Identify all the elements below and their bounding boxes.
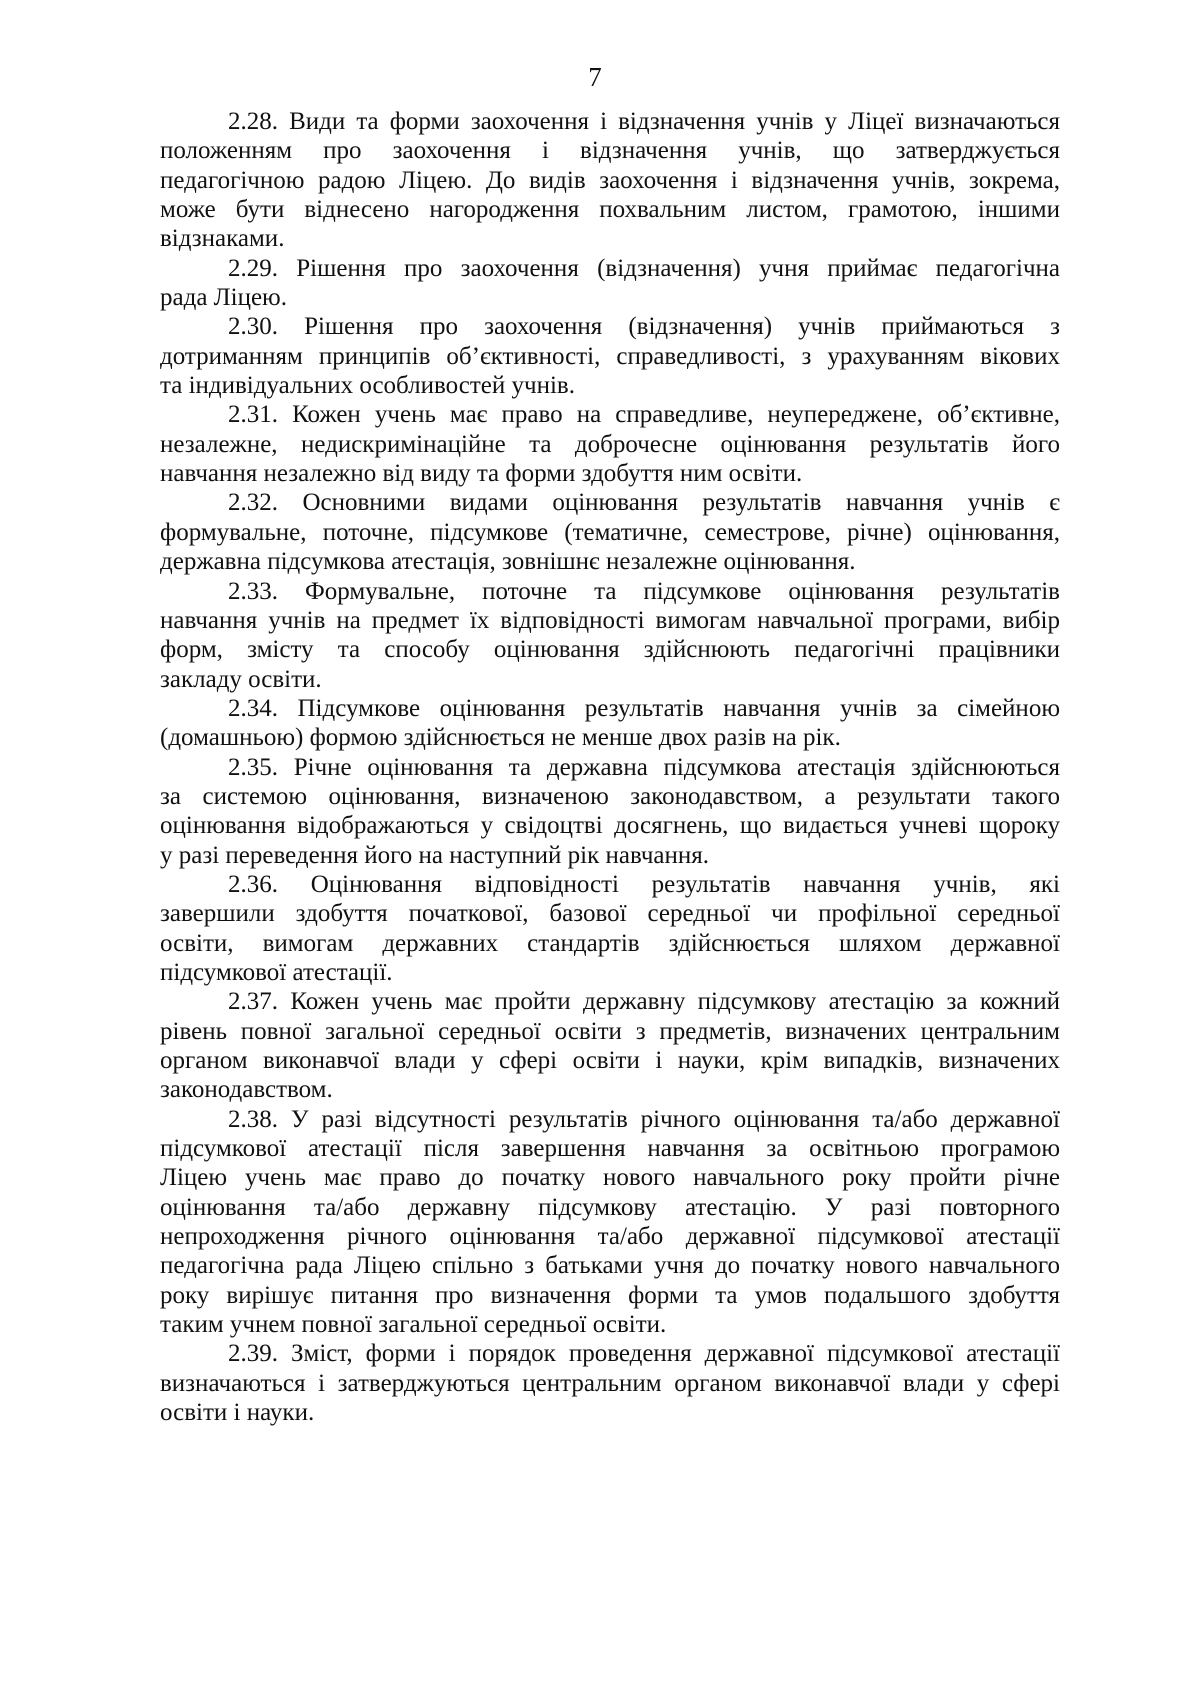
text-line: 2.36. Оцінювання відповідності результатів навчання учнів, які — [228, 870, 1060, 898]
paragraph — [160, 1105, 1060, 1340]
text-line: 2.30. Рішення про заохочення (відзначення) учнів приймаються з — [228, 313, 1060, 341]
text-line: у разі переведення його на наступний рік навчання. — [160, 841, 709, 869]
paragraph — [160, 577, 1060, 694]
document-body — [160, 107, 1060, 1427]
text-line: 2.35. Річне оцінювання та державна підсумкова атестація здійснюються — [228, 753, 1060, 781]
text-line: 2.28. Види та форми заохочення і відзначення учнів у Ліцеї визначаються — [228, 108, 1060, 135]
paragraph — [160, 987, 1060, 1104]
paragraph — [160, 107, 1060, 254]
text-line: освіти, вимогам державних стандартів здійснюється шляхом державної — [160, 929, 1060, 957]
text-line: завершили здобуття початкової, базової середньої чи профільної середньої — [160, 900, 1060, 928]
text-line: педагогічною радою Ліцею. До видів заохочення і відзначення учнів, зокрема, — [160, 166, 1060, 194]
text-line: підсумкової атестації після завершення навчання за освітньою програмою — [160, 1135, 1060, 1163]
text-line: (домашньою) формою здійснюється не менше двох разів на рік. — [160, 724, 841, 752]
text-line: непроходження річного оцінювання та/або державної підсумкової атестації — [160, 1223, 1060, 1251]
text-line: оцінювання відображаються у свідоцтві досягнень, що видається учневі щороку — [160, 812, 1060, 840]
text-line: формувальне, поточне, підсумкове (тематичне, семестрове, річне) оцінювання, — [160, 518, 1060, 546]
text-line: педагогічна рада Ліцею спільно з батьками учня до початку нового навчального — [160, 1252, 1060, 1280]
text-line: незалежне, недискримінаційне та доброчесне оцінювання результатів його — [160, 430, 1060, 458]
text-line: освіти і науки. — [160, 1399, 315, 1427]
text-line: положенням про заохочення і відзначення учнів, що затверджується — [160, 137, 1060, 165]
text-line: 2.31. Кожен учень має право на справедливе, неупереджене, об’єктивне, — [228, 401, 1060, 429]
text-line: таким учнем повної загальної середньої освіти. — [160, 1311, 667, 1339]
paragraph — [160, 488, 1060, 576]
paragraph — [160, 400, 1060, 488]
paragraph — [160, 870, 1060, 987]
text-line: дотриманням принципів об’єктивності, справедливості, з урахуванням вікових — [160, 342, 1060, 370]
text-line: державна підсумкова атестація, зовнішнє незалежне оцінювання. — [160, 548, 856, 576]
text-line: оцінювання та/або державну підсумкову атестацію. У разі повторного — [160, 1193, 1060, 1221]
text-line: навчання учнів на предмет їх відповідності вимогам навчальної програми, вибір — [160, 606, 1060, 634]
text-line: та індивідуальних особливостей учнів. — [160, 372, 575, 400]
paragraph — [160, 753, 1060, 870]
text-line: навчання незалежно від виду та форми здобуття ним освіти. — [160, 460, 803, 488]
text-line: рада Ліцею. — [160, 284, 287, 312]
text-line: 2.29. Рішення про заохочення (відзначення) учня приймає педагогічна — [228, 254, 1060, 282]
text-line: 2.32. Основними видами оцінювання результатів навчання учнів є — [228, 489, 1060, 517]
text-line: 2.33. Формувальне, поточне та підсумкове оцінювання результатів — [228, 577, 1060, 605]
text-line: рівень повної загальної середньої освіти з предметів, визначених центральним — [160, 1017, 1060, 1045]
text-line: 2.34. Підсумкове оцінювання результатів навчання учнів за сімейною — [228, 694, 1060, 722]
text-line: Ліцею учень має право до початку нового навчального року пройти річне — [160, 1164, 1060, 1192]
paragraph — [160, 254, 1060, 313]
page-number: 7 — [588, 62, 602, 92]
paragraph — [160, 694, 1060, 753]
text-line: 2.39. Зміст, форми і порядок проведення державної підсумкової атестації — [228, 1340, 1060, 1368]
text-line: відзнаками. — [160, 225, 285, 253]
text-line: законодавством. — [160, 1076, 333, 1104]
text-line: підсумкової атестації. — [160, 958, 393, 986]
text-line: форм, змісту та способу оцінювання здійснюють педагогічні працівники — [160, 636, 1060, 664]
text-line: визначаються і затверджуються центральним органом виконавчої влади у сфері — [160, 1369, 1060, 1397]
text-line: може бути віднесено нагородження похвальним листом, грамотою, іншими — [160, 196, 1060, 224]
text-line: закладу освіти. — [160, 665, 322, 693]
paragraph — [160, 1339, 1060, 1427]
text-line: року вирішує питання про визначення форми та умов подальшого здобуття — [160, 1281, 1060, 1309]
paragraph — [160, 312, 1060, 400]
text-line: 2.38. У разі відсутності результатів річного оцінювання та/або державної — [228, 1105, 1060, 1133]
text-line: за системою оцінювання, визначеною законодавством, а результати такого — [160, 782, 1060, 810]
text-line: органом виконавчої влади у сфері освіти і науки, крім випадків, визначених — [160, 1047, 1060, 1074]
text-line: 2.37. Кожен учень має пройти державну підсумкову атестацію за кожний — [228, 988, 1060, 1016]
